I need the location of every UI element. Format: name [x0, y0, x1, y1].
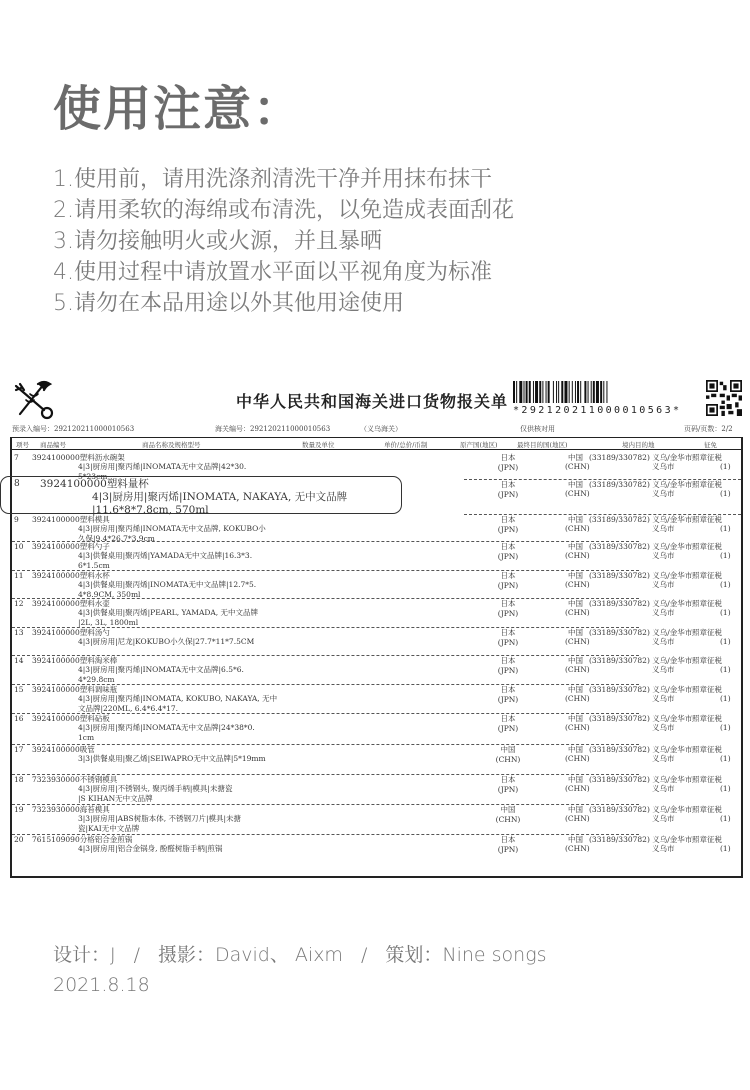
- origin-country: [495, 775, 521, 794]
- hs-code-value: 3924100000: [32, 542, 80, 551]
- exemption-code: (1): [720, 665, 731, 674]
- hs-code-value: 3924100000: [32, 745, 80, 754]
- domestic-city: 义乌市: [652, 665, 675, 674]
- destination-name: 中国: [568, 628, 583, 637]
- destination-name: 中国: [568, 835, 583, 844]
- domestic-region: (33189/330782) 义乌/金华市: [589, 453, 693, 462]
- origin-country: [495, 628, 521, 647]
- origin-country: [495, 685, 521, 704]
- header-destination: 最终目的国(地区): [517, 441, 568, 449]
- exemption-mode: 照章征税: [692, 714, 722, 723]
- product-spec: [78, 580, 256, 599]
- spec-line-2: 瓷|KAI无中文品牌: [78, 823, 140, 833]
- domestic-city: 义乌市: [652, 814, 675, 823]
- destination-name: 中国: [568, 453, 583, 462]
- origin-code: (CHN): [495, 814, 521, 824]
- domestic-city: 义乌市: [652, 784, 675, 793]
- document-title: 中华人民共和国海关进口货物报关单: [236, 392, 509, 411]
- note-item: 1.使用前，请用洗涤剂清洗干净并用抹布抹干: [53, 167, 492, 192]
- destination-name: 中国: [568, 714, 583, 723]
- product-spec: [78, 637, 254, 647]
- spec-line-1: 4|3|供餐桌用|聚丙烯|INOMATA无中文品牌|12.7*5.: [78, 580, 257, 589]
- spec-line-1: 4|3|厨房用|聚丙烯|INOMATA无中文品牌, KOKUBO小: [78, 524, 266, 533]
- customs-value: 292120211000010563: [250, 425, 331, 433]
- hs-code-value: 3924100000: [40, 478, 107, 490]
- origin-name: 日本: [500, 714, 516, 723]
- verification-note: 仅供核对用: [520, 425, 555, 433]
- origin-country: [495, 599, 521, 618]
- item-number: 14: [14, 656, 24, 665]
- header-price: 单价/总价/币制: [384, 441, 428, 449]
- origin-name: 日本: [500, 599, 516, 608]
- product-spec: [78, 665, 244, 684]
- exemption-mode: 照章征税: [692, 453, 722, 462]
- origin-country: [495, 480, 521, 499]
- origin-name: 日本: [500, 835, 516, 844]
- product-spec: [78, 694, 277, 713]
- item-number: 8: [14, 479, 20, 489]
- origin-country: [495, 745, 521, 764]
- separator: /: [360, 944, 368, 966]
- hs-code-value: 7323930000: [32, 805, 80, 814]
- domestic-city: 义乌市: [652, 551, 675, 560]
- product-name: 不锈钢模具: [79, 775, 118, 784]
- origin-name: 日本: [500, 656, 516, 665]
- origin-country: [495, 835, 521, 854]
- separator: /: [133, 944, 141, 966]
- origin-name: 日本: [500, 775, 516, 784]
- hs-code-value: 3924100000: [32, 599, 80, 608]
- header-origin: 原产国(地区): [460, 441, 498, 449]
- destination-country: [565, 551, 590, 561]
- dest-code: (CHN): [565, 844, 590, 853]
- header-hs-code: 商品编号: [40, 441, 66, 449]
- exemption-mode: 照章征税: [692, 542, 722, 551]
- domestic-region: (33189/330782) 义乌/金华市: [589, 480, 693, 489]
- domestic-city: 义乌市: [652, 637, 675, 646]
- domestic-city: 义乌市: [652, 844, 675, 853]
- product-name: 海苔模具: [79, 805, 110, 814]
- exemption-code: (1): [720, 462, 731, 471]
- destination-country: [565, 694, 590, 704]
- origin-country: [495, 515, 521, 534]
- product-name: 塑料调味瓶: [79, 685, 118, 694]
- domestic-region: (33189/330782) 义乌/金华市: [589, 714, 693, 723]
- dest-code: (CHN): [565, 814, 590, 823]
- hs-code-value: 3924100000: [32, 515, 80, 524]
- product-spec: [78, 723, 255, 742]
- header-name-spec: 商品名称及规格型号: [142, 441, 201, 449]
- spec-line-2: 6*1.5cm: [78, 560, 110, 570]
- spec-line-1: 4|3|厨房用|不锈钢头, 聚丙烯手柄|模具|未搪瓷: [78, 784, 233, 793]
- product-name: 塑料淘米棒: [79, 656, 118, 665]
- exemption-mode: 照章征税: [692, 628, 722, 637]
- destination-country: [565, 754, 590, 764]
- exemption-mode: 照章征税: [692, 515, 722, 524]
- item-number: 16: [14, 714, 24, 723]
- destination-country: [565, 844, 590, 854]
- origin-name: 日本: [500, 542, 516, 551]
- dest-code: (CHN): [565, 723, 590, 732]
- pre-entry-label: 预录入编号：: [12, 425, 54, 433]
- destination-name: 中国: [568, 656, 583, 665]
- credits: [53, 940, 547, 967]
- origin-name: 中国: [500, 745, 516, 754]
- exemption-code: (1): [720, 524, 731, 533]
- spec-line-1: 3|3|供餐桌用|聚乙烯|SEIWAPRO无中文品牌|5*19mm: [78, 754, 266, 763]
- product-name: 塑料模具: [79, 515, 110, 524]
- note-item: 2.请用柔软的海绵或布清洗，以免造成表面刮花: [53, 198, 514, 223]
- spec-line-2: 5*23cm: [78, 471, 108, 481]
- domestic-region: (33189/330782) 义乌/金华市: [589, 835, 693, 844]
- customs-number: [215, 424, 330, 434]
- product-name: 塑料沥水碗架: [79, 453, 125, 462]
- barcode-number: *292120211000010563*: [513, 405, 682, 416]
- exemption-mode: 照章征税: [692, 805, 722, 814]
- spec-line-1: 4|3|供餐桌用|聚丙烯|YAMADA无中文品牌|16.3*3.: [78, 551, 253, 560]
- dest-code: (CHN): [565, 637, 590, 646]
- page-label: 页码/页数：: [684, 425, 722, 433]
- note-item: 3.请勿接触明火或火源，并且暴晒: [53, 229, 382, 254]
- exemption-code: (1): [720, 551, 731, 560]
- exemption-code: (1): [720, 637, 731, 646]
- exemption-mode: 照章征税: [692, 571, 722, 580]
- destination-name: 中国: [568, 745, 583, 754]
- origin-name: 日本: [500, 453, 516, 462]
- date: 2021.8.18: [53, 974, 150, 996]
- domestic-region: (33189/330782) 义乌/金华市: [589, 571, 693, 580]
- destination-country: [565, 723, 590, 733]
- origin-code: (JPN): [497, 608, 519, 618]
- dest-code: (CHN): [565, 462, 590, 471]
- dest-code: (CHN): [565, 580, 590, 589]
- product-name: 塑料砧板: [79, 714, 110, 723]
- spec-line-1: 4|3|厨房用|聚丙烯|INOMATA无中文品牌|24*38*0.: [78, 723, 255, 732]
- product-name: 塑料汤勺: [79, 628, 110, 637]
- page-indicator: [684, 424, 733, 434]
- customs-label: 海关编号：: [215, 425, 250, 433]
- item-number: 18: [14, 775, 24, 784]
- spec-line-2: 文品牌|220ML, 6.4*6.4*17.: [78, 703, 179, 713]
- exemption-code: (1): [720, 694, 731, 703]
- origin-name: 日本: [500, 685, 516, 694]
- product-spec: [78, 814, 241, 833]
- product-name: 吸管: [79, 745, 95, 754]
- origin-country: [495, 714, 521, 733]
- item-number: 15: [14, 685, 24, 694]
- dest-code: (CHN): [565, 489, 590, 498]
- domestic-region: (33189/330782) 义乌/金华市: [589, 685, 693, 694]
- origin-code: (JPN): [497, 637, 519, 647]
- product-spec: [78, 608, 258, 627]
- domestic-region: (33189/330782) 义乌/金华市: [589, 775, 693, 784]
- item-number: 9: [14, 515, 19, 524]
- domestic-region: (33189/330782) 义乌/金华市: [589, 656, 693, 665]
- dest-code: (CHN): [565, 524, 590, 533]
- item-number: 10: [14, 542, 24, 551]
- item-number: 12: [14, 599, 24, 608]
- exemption-code: (1): [720, 608, 731, 617]
- spec-line-1: 3|3|厨房用|ABS树脂本体, 不锈钢刀片|模具|未搪: [78, 814, 242, 823]
- item-number: 11: [14, 571, 24, 580]
- origin-name: 日本: [500, 628, 516, 637]
- spec-line-2: 4*29.8cm: [78, 674, 115, 684]
- highlighted-row-outline: [0, 476, 402, 514]
- exemption-mode: 照章征税: [692, 599, 722, 608]
- spec-line-2: 4*8.9CM, 350ml: [78, 589, 141, 599]
- spec-line-1: 4|3|厨房用|聚丙烯|INOMATA无中文品牌|6.5*6.: [78, 665, 244, 674]
- origin-country: [495, 542, 521, 561]
- exemption-code: (1): [720, 814, 731, 823]
- credit-photo: 摄影：David、 Aixm: [158, 944, 343, 966]
- domestic-city: 义乌市: [652, 754, 675, 763]
- spec-line-2: 久保|9.4*26.7*3.9cm: [78, 533, 155, 543]
- domestic-city: 义乌市: [652, 723, 675, 732]
- exemption-mode: 照章征税: [692, 656, 722, 665]
- item-number: 17: [14, 745, 24, 754]
- origin-name: 日本: [500, 571, 516, 580]
- origin-code: (JPN): [497, 844, 519, 854]
- row-divider: [12, 744, 639, 745]
- dest-code: (CHN): [565, 665, 590, 674]
- destination-name: 中国: [568, 480, 583, 489]
- spec-line-1: 4|3|供餐桌用|聚丙烯|PEARL, YAMADA, 无中文品牌: [78, 608, 259, 617]
- exemption-code: (1): [720, 844, 731, 853]
- origin-code: (JPN): [497, 665, 519, 675]
- hs-code-value: 3924100000: [32, 571, 80, 580]
- customs-emblem-icon: [10, 378, 56, 420]
- domestic-city: 义乌市: [652, 608, 675, 617]
- destination-country: [565, 580, 590, 590]
- destination-country: [565, 814, 590, 824]
- domestic-city: 义乌市: [652, 694, 675, 703]
- page-title: 使用注意：: [53, 81, 304, 137]
- destination-name: 中国: [568, 775, 583, 784]
- spec-line-2: 1cm: [78, 732, 95, 742]
- spec-line-1: 4|3|厨房用|铝合金锅身, 酚醛树脂手柄|煎锅: [78, 844, 223, 853]
- header-item-no: 项号: [16, 441, 29, 449]
- note-item: 5.请勿在本品用途以外其他用途使用: [53, 291, 404, 316]
- hs-code-value: 3924100000: [32, 685, 80, 694]
- product-spec: [78, 551, 252, 570]
- destination-name: 中国: [568, 571, 583, 580]
- origin-code: (JPN): [497, 551, 519, 561]
- exemption-mode: 照章征税: [692, 685, 722, 694]
- product-spec: [78, 844, 222, 854]
- exemption-mode: 照章征税: [692, 480, 722, 489]
- origin-code: (JPN): [497, 462, 519, 472]
- hs-code-value: 3924100000: [32, 628, 80, 637]
- dest-code: (CHN): [565, 784, 590, 793]
- item-number: 7: [14, 453, 19, 462]
- table-header: [12, 438, 741, 450]
- destination-country: [565, 524, 590, 534]
- domestic-region: (33189/330782) 义乌/金华市: [589, 628, 693, 637]
- exemption-code: (1): [720, 784, 731, 793]
- domestic-city: 义乌市: [652, 489, 675, 498]
- barcode-bars-icon: [513, 381, 699, 403]
- destination-country: [565, 462, 590, 472]
- spec-line-2: |S KIHAN无中文品牌: [78, 793, 153, 803]
- origin-code: (JPN): [497, 784, 519, 794]
- item-number: 13: [14, 628, 24, 637]
- spec-line-1: 4|3|厨房用|聚丙烯|INOMATA, KOKUBO, NAKAYA, 无中: [78, 694, 278, 703]
- exemption-code: (1): [720, 723, 731, 732]
- product-name: 塑料水壶: [79, 599, 110, 608]
- spec-line-2: |2L, 3L, 1800ml: [78, 617, 139, 627]
- spec-line-1: 4|3|厨房用|聚丙烯|INOMATA, NAKAYA, 无中文品牌: [92, 491, 348, 503]
- destination-name: 中国: [568, 599, 583, 608]
- product-spec: [78, 754, 266, 764]
- hs-code-value: 7615109090: [32, 835, 80, 844]
- origin-country: [495, 656, 521, 675]
- origin-code: (CHN): [495, 754, 521, 764]
- destination-country: [565, 784, 590, 794]
- pre-entry-value: 292120211000010563: [54, 425, 135, 433]
- origin-code: (JPN): [497, 723, 519, 733]
- header-qty-unit: 数量及单位: [302, 441, 335, 449]
- origin-code: (JPN): [497, 489, 519, 499]
- origin-name: 日本: [500, 480, 516, 489]
- domestic-region: (33189/330782) 义乌/金华市: [589, 599, 693, 608]
- spec-line-1: 4|3|厨房用|聚丙烯|INOMATA无中文品牌|42*30.: [78, 462, 247, 471]
- destination-country: [565, 665, 590, 675]
- dest-code: (CHN): [565, 754, 590, 763]
- origin-code: (JPN): [497, 580, 519, 590]
- hs-code-value: 3924100000: [32, 714, 80, 723]
- destination-name: 中国: [568, 805, 583, 814]
- customs-office: （义乌海关）: [360, 425, 402, 433]
- note-item: 4.使用过程中请放置水平面以平视角度为标准: [53, 260, 492, 285]
- hs-code-value: 3924100000: [32, 656, 80, 665]
- origin-name: 日本: [500, 515, 516, 524]
- credit-design: 设计：J: [53, 944, 116, 966]
- origin-code: (JPN): [497, 524, 519, 534]
- barcode: [513, 381, 699, 403]
- exemption-mode: 照章征税: [692, 775, 722, 784]
- product-spec: [78, 784, 232, 803]
- product-name: 塑料水杯: [79, 571, 110, 580]
- spec-line-2: |11.6*8*7.8cm, 570ml: [92, 504, 209, 516]
- origin-country: [495, 453, 521, 472]
- hs-code-value: 3924100000: [32, 453, 80, 462]
- exemption-mode: 照章征税: [692, 745, 722, 754]
- customs-declaration-document: [8, 375, 746, 880]
- domestic-region: (33189/330782) 义乌/金华市: [589, 515, 693, 524]
- usage-notes-list: [53, 164, 514, 319]
- item-number: 19: [14, 805, 24, 814]
- domestic-city: 义乌市: [652, 580, 675, 589]
- dest-code: (CHN): [565, 608, 590, 617]
- pre-entry-number: [12, 424, 134, 434]
- exemption-code: (1): [720, 580, 731, 589]
- origin-name: 中国: [500, 805, 516, 814]
- domestic-city: 义乌市: [652, 524, 675, 533]
- credit-plan: 策划：Nine songs: [385, 944, 547, 966]
- header-exemption: 征免: [704, 441, 717, 449]
- item-number: 20: [14, 835, 24, 844]
- spec-line-1: 4|3|厨房用|尼龙|KOKUBO小久保|27.7*11*7.5CM: [78, 637, 255, 646]
- origin-country: [495, 571, 521, 590]
- domestic-city: 义乌市: [652, 462, 675, 471]
- origin-country: [495, 805, 521, 824]
- origin-code: (JPN): [497, 694, 519, 704]
- destination-country: [565, 608, 590, 618]
- destination-name: 中国: [568, 515, 583, 524]
- destination-name: 中国: [568, 542, 583, 551]
- product-name: 塑料量杯: [106, 478, 149, 490]
- domestic-region: (33189/330782) 义乌/金华市: [589, 542, 693, 551]
- domestic-region: (33189/330782) 义乌/金华市: [589, 745, 693, 754]
- header-domestic-dest: 境内目的地: [622, 441, 655, 449]
- destination-country: [565, 489, 590, 499]
- exemption-code: (1): [720, 489, 731, 498]
- dest-code: (CHN): [565, 694, 590, 703]
- page-value: 2/2: [721, 425, 733, 433]
- qr-code-icon: [706, 380, 742, 416]
- product-name: 分格铝合金煎锅: [79, 835, 133, 844]
- destination-country: [565, 637, 590, 647]
- product-name: 塑料勺子: [79, 542, 110, 551]
- exemption-code: (1): [720, 754, 731, 763]
- hs-code-value: 7323930000: [32, 775, 80, 784]
- exemption-mode: 照章征税: [692, 835, 722, 844]
- domestic-region: (33189/330782) 义乌/金华市: [589, 805, 693, 814]
- destination-name: 中国: [568, 685, 583, 694]
- dest-code: (CHN): [565, 551, 590, 560]
